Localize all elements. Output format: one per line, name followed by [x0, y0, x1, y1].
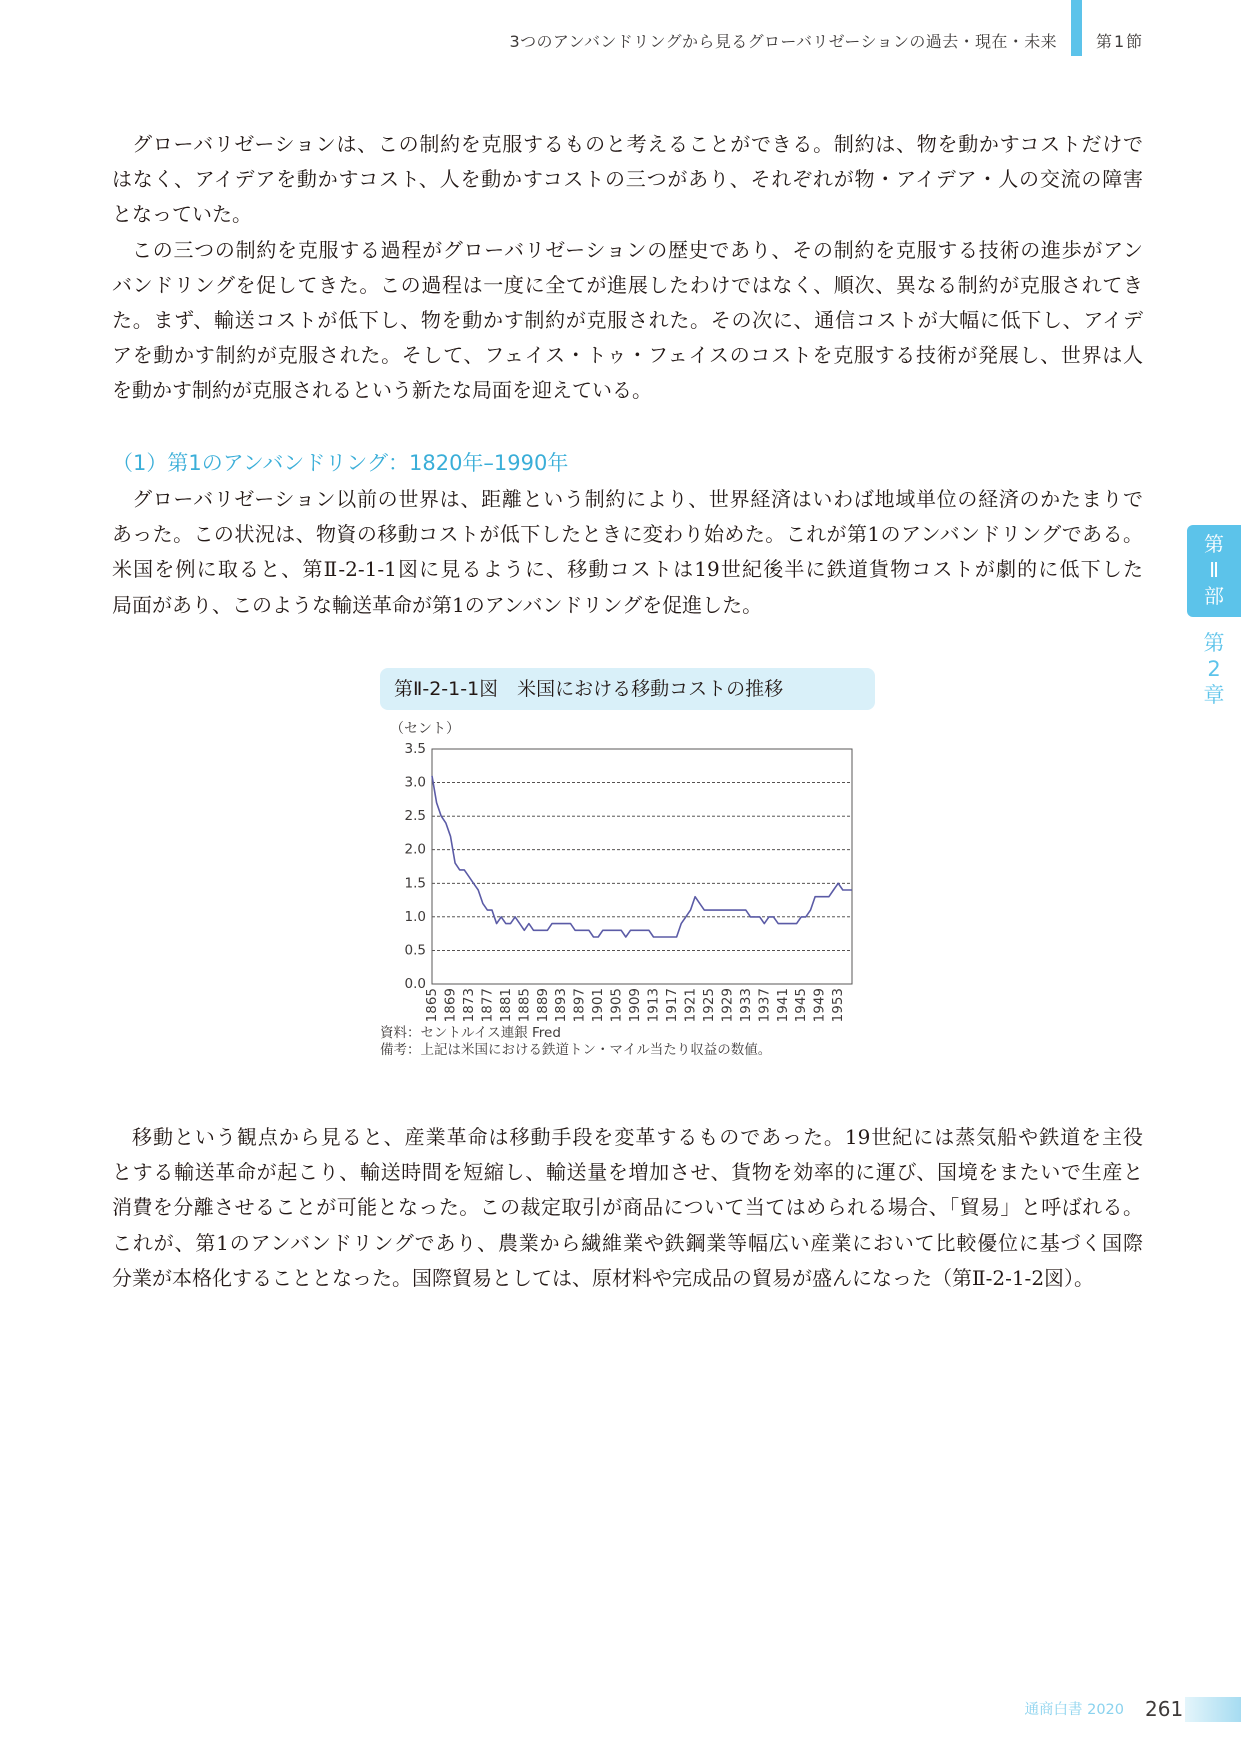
y-tick-label: 2.5 — [404, 808, 426, 825]
plot-frame — [432, 749, 852, 984]
y-axis-unit-label: （セント） — [390, 721, 460, 737]
part-tab-char: Ⅱ — [1209, 558, 1219, 582]
body-text-line: 米国を例に取ると、第Ⅱ-2-1-1図に見るように、移動コストは19世紀後半に鉄道貨物コストが劇的に低下した — [112, 557, 1143, 582]
body-text-line: はなく、アイデアを動かすコスト、人を動かすコストの三つがあり、それぞれが物・アイデア・人の交流の障害 — [112, 167, 1143, 192]
y-tick-label: 0.0 — [404, 976, 426, 992]
body-text-line: た。まず、輸送コストが低下し、物を動かす制約が克服された。その次に、通信コストが大幅に低下し、アイデ — [112, 308, 1143, 333]
body-text-line: グローバリゼーションは、この制約を克服するものと考えることができる。制約は、物を動かすコストだけで — [132, 132, 1143, 156]
chapter-tab — [1187, 630, 1241, 708]
y-tick-label: 3.5 — [404, 741, 426, 757]
body-text-line: バンドリングを促してきた。この過程は一度に全てが進展したわけではなく、順次、異なる制約が克服されてき — [112, 272, 1143, 297]
running-header-title: 3つのアンバンドリングから見るグローバリゼーションの過去・現在・未来 — [509, 32, 1057, 51]
section-label: 第1節 — [1096, 32, 1145, 51]
body-text-line: 分業が本格化することとなった。国際貿易としては、原材料や完成品の貿易が盛んになった（第Ⅱ-2-1-2図）。 — [112, 1265, 1095, 1290]
page-number: 261 — [1145, 1697, 1184, 1721]
figure-title: 第Ⅱ-2-1-1図 米国における移動コストの推移 — [380, 668, 875, 710]
x-tick-label: 1925 — [700, 988, 717, 1023]
x-tick-label: 1949 — [811, 988, 828, 1023]
body-text-line: グローバリゼーション以前の世界は、距離という制約により、世界経済はいわば地域単位の経済のかたまりで — [132, 487, 1143, 511]
chapter-tab-char: 2 — [1207, 657, 1221, 681]
x-tick-label: 1885 — [516, 988, 533, 1023]
part-tab-char: 部 — [1204, 584, 1224, 608]
body-text-line: 消費を分離させることが可能となった。この裁定取引が商品について当てはめられる場合、「貿易」と呼ばれる。 — [112, 1195, 1143, 1220]
after-figure-text — [112, 1120, 1143, 1296]
body-text-line: あった。この状況は、物資の移動コストが低下したときに変わり始めた。これが第1のアンバンドリングである。 — [112, 522, 1143, 547]
section-text — [112, 482, 1143, 623]
x-tick-label: 1929 — [719, 988, 736, 1023]
body-text-line: とする輸送革命が起こり、輸送時間を短縮し、輸送量を増加させ、貨物を効率的に運び、国境をまたいで生産と — [112, 1160, 1143, 1185]
x-tick-label: 1897 — [571, 988, 588, 1023]
chapter-tab-char: 章 — [1203, 683, 1225, 707]
x-tick-label: 1901 — [590, 988, 607, 1023]
paragraph — [112, 1120, 1143, 1296]
x-tick-label: 1921 — [682, 988, 699, 1023]
x-tick-label: 1889 — [534, 988, 551, 1023]
x-tick-label: 1877 — [479, 988, 496, 1023]
body-text-line: アを動かす制約が克服された。そして、フェイス・トゥ・フェイスのコストを克服する技術が発展し、世界は人 — [112, 343, 1143, 368]
y-tick-label: 3.0 — [404, 774, 426, 791]
x-tick-label: 1881 — [497, 988, 514, 1023]
chapter-tab-char: 第 — [1203, 631, 1225, 655]
x-tick-label: 1933 — [737, 988, 754, 1023]
y-tick-label: 2.0 — [404, 841, 426, 858]
footer-publication: 通商白書 2020 — [1024, 1702, 1124, 1718]
footer-accent-bar — [1185, 1697, 1241, 1722]
body-text-line: 移動という観点から見ると、産業革命は移動手段を変革するものであった。19世紀には蒸気船や鉄道を主役 — [132, 1125, 1143, 1149]
paragraph — [112, 233, 1143, 409]
body-text-line: 局面があり、このような輸送革命が第1のアンバンドリングを促進した。 — [112, 592, 763, 617]
part-tab — [1187, 525, 1241, 617]
body-text-line: これが、第1のアンバンドリングであり、農業から繊維業や鉄鋼業等幅広い産業において比較優位に基づく国際 — [112, 1230, 1143, 1255]
line-chart — [380, 715, 870, 1025]
x-tick-label: 1917 — [664, 988, 680, 1023]
x-tick-label: 1893 — [553, 988, 570, 1023]
body-text-line: この三つの制約を克服する過程がグローバリゼーションの歴史であり、その制約を克服する技術の進歩がアン — [132, 237, 1143, 262]
x-tick-label: 1909 — [627, 988, 644, 1023]
x-tick-label: 1937 — [756, 988, 773, 1023]
series-line — [432, 776, 852, 937]
y-tick-label: 0.5 — [404, 942, 426, 959]
x-tick-label: 1905 — [608, 988, 625, 1023]
body-text-line: となっていた。 — [112, 202, 252, 227]
y-tick-label: 1.0 — [404, 908, 426, 925]
body-text-line: を動かす制約が克服されるという新たな局面を迎えている。 — [112, 378, 652, 403]
paragraph — [112, 482, 1143, 623]
x-tick-label: 1865 — [424, 988, 440, 1023]
x-tick-label: 1941 — [774, 988, 791, 1023]
section-heading: （1）第1のアンバンドリング：1820年–1990年 — [112, 451, 569, 475]
x-tick-label: 1869 — [442, 988, 459, 1023]
x-tick-label: 1913 — [645, 988, 662, 1023]
x-tick-label: 1953 — [830, 988, 847, 1023]
x-tick-label: 1873 — [460, 988, 477, 1023]
y-tick-label: 1.5 — [404, 875, 426, 892]
intro-text — [112, 127, 1143, 409]
figure-source: 資料：セントルイス連銀 Fred — [380, 1025, 561, 1041]
paragraph — [112, 127, 1143, 233]
part-tab-char: 第 — [1204, 532, 1224, 556]
figure-note: 備考：上記は米国における鉄道トン・マイル当たり収益の数値。 — [380, 1042, 772, 1058]
header-accent-bar — [1071, 0, 1082, 56]
x-tick-label: 1945 — [793, 988, 810, 1023]
